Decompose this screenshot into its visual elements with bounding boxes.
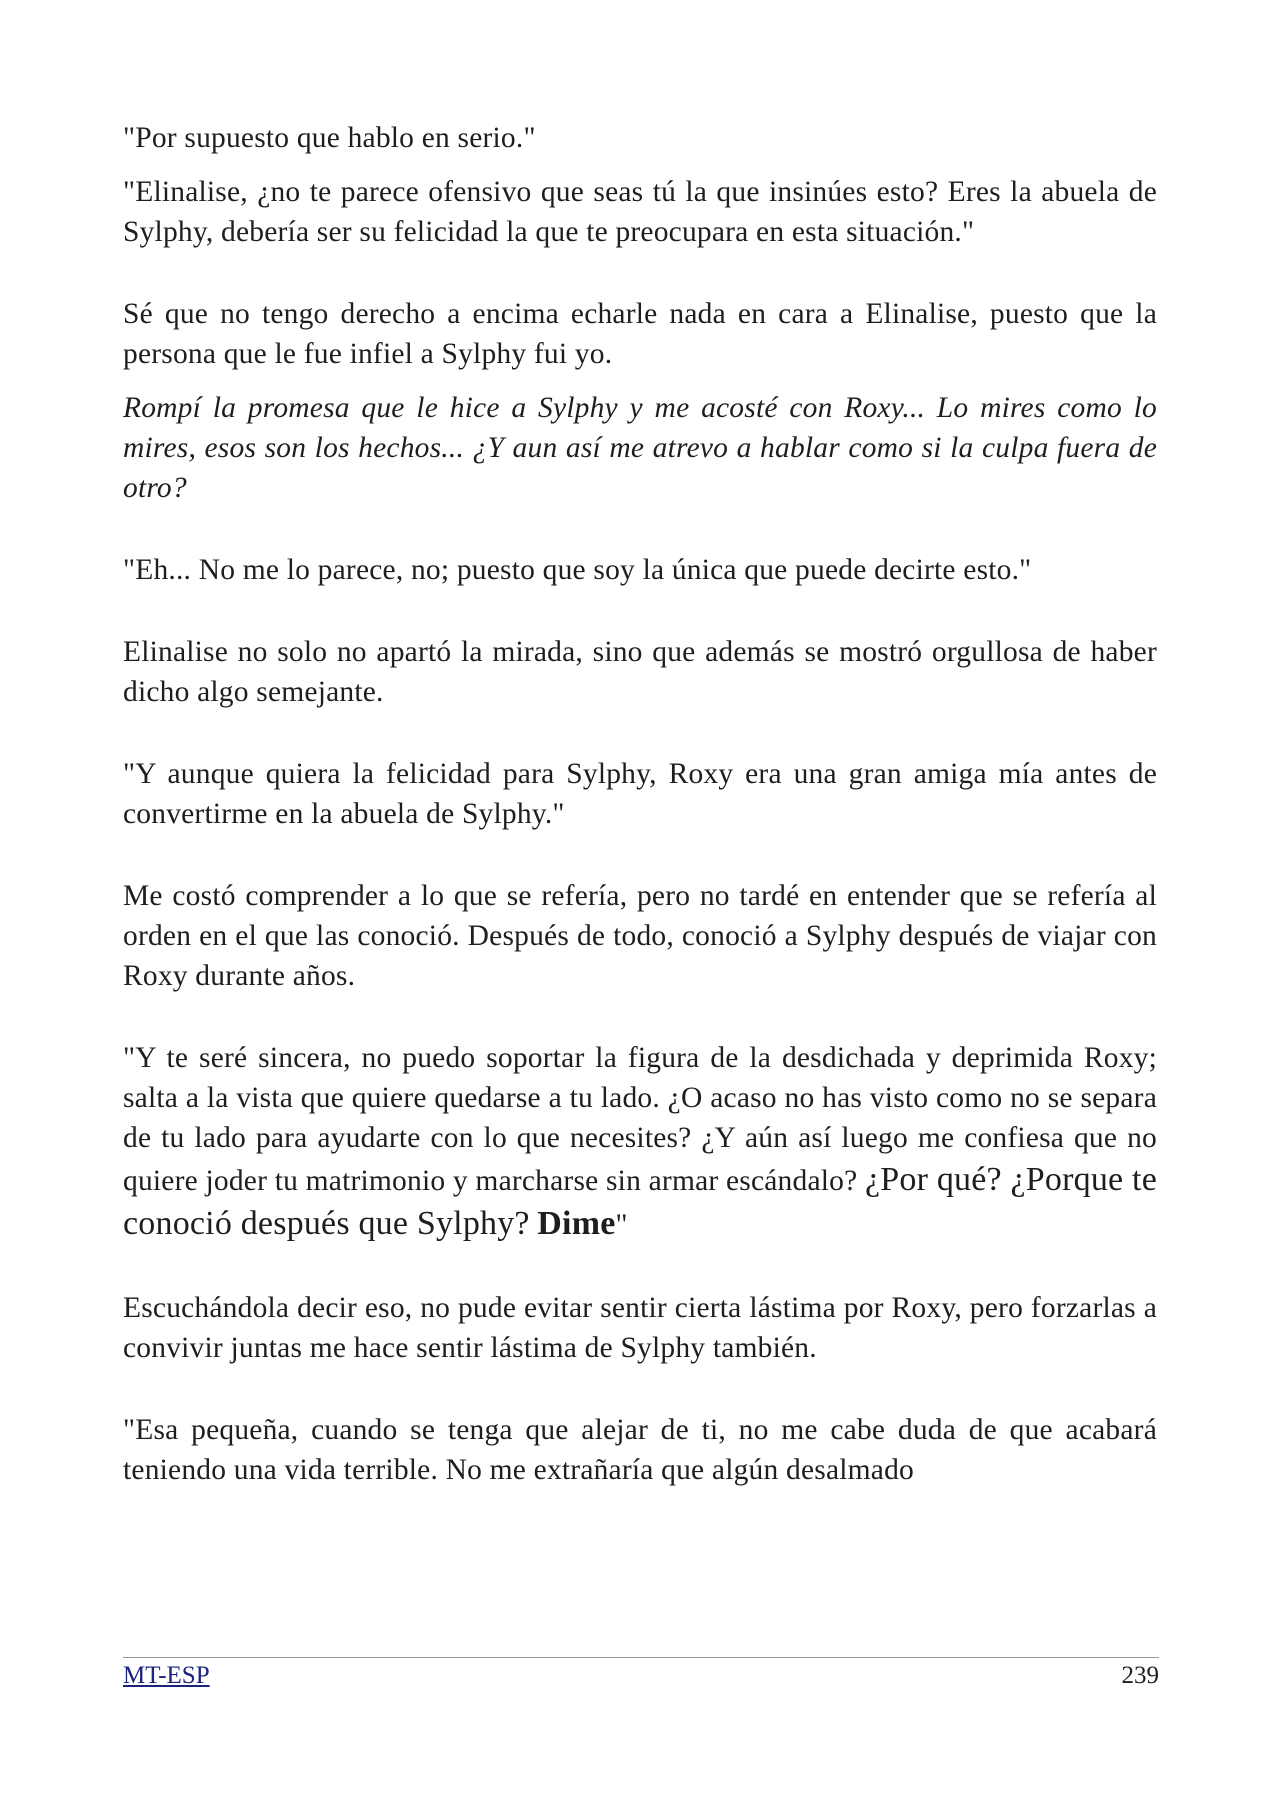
emphatic-closing-quote: " (615, 1209, 628, 1241)
paragraph-9-emphatic (123, 1038, 1157, 1246)
paragraph-4-thought: Rompí la promesa que le hice a Sylphy y me acosté con Roxy... Lo mires como lo mires, esos son los hechos... ¿Y aun así me atrevo a hablar como si la culpa fuera de otro? (123, 392, 1157, 504)
paragraph-2: "Elinalise, ¿no te parece ofensivo que seas tú la que insinúes esto? Eres la abuela de Sylphy, debería ser su felicidad la que te preocupara en esta situación." (123, 176, 1157, 248)
paragraph-7: "Y aunque quiera la felicidad para Sylphy, Roxy era una gran amiga mía antes de convertirme en la abuela de Sylphy." (123, 758, 1157, 830)
paragraph-11: "Esa pequeña, cuando se tenga que alejar de ti, no me cabe duda de que acabará teniendo una vida terrible. No me extrañaría que algún desalmado (123, 1414, 1157, 1486)
emphatic-large-text: ¿Por qué? ¿Porque te conoció después que Sylphy? (123, 1161, 1157, 1242)
paragraph-8: Me costó comprender a lo que se refería, pero no tardé en entender que se refería al orden en el que las conoció. Después de todo, conoció a Sylphy después de viajar con Roxy durante años. (123, 880, 1157, 992)
paragraph-6: Elinalise no solo no apartó la mirada, sino que además se mostró orgullosa de haber dicho algo semejante. (123, 636, 1157, 708)
footer-divider (123, 1657, 1159, 1658)
paragraph-10: Escuchándola decir eso, no pude evitar sentir cierta lástima por Roxy, pero forzarlas a convivir juntas me hace sentir lástima de Sylphy también. (123, 1292, 1157, 1364)
footer-link[interactable]: MT-ESP (123, 1662, 210, 1689)
page-body (123, 118, 1157, 1490)
paragraph-3: Sé que no tengo derecho a encima echarle nada en cara a Elinalise, puesto que la persona que le fue infiel a Sylphy fui yo. (123, 298, 1157, 370)
emphatic-bold-text: Dime (537, 1205, 616, 1242)
emphatic-normal-text: "Y te seré sincera, no puedo soportar la figura de la desdichada y deprimida Roxy; salta a la vista que quiere quedarse a tu lado. ¿O acaso no has visto como no se separa de tu lado para ayudarte con lo que necesites? ¿Y aún así luego me confiesa que no quiere joder tu matrimonio y marcharse sin armar escándalo? (123, 1042, 1157, 1197)
paragraph-5: "Eh... No me lo parece, no; puesto que soy la única que puede decirte esto." (123, 554, 1032, 586)
paragraph-1: "Por supuesto que hablo en serio." (123, 122, 536, 154)
page-number: 239 (1121, 1662, 1159, 1689)
